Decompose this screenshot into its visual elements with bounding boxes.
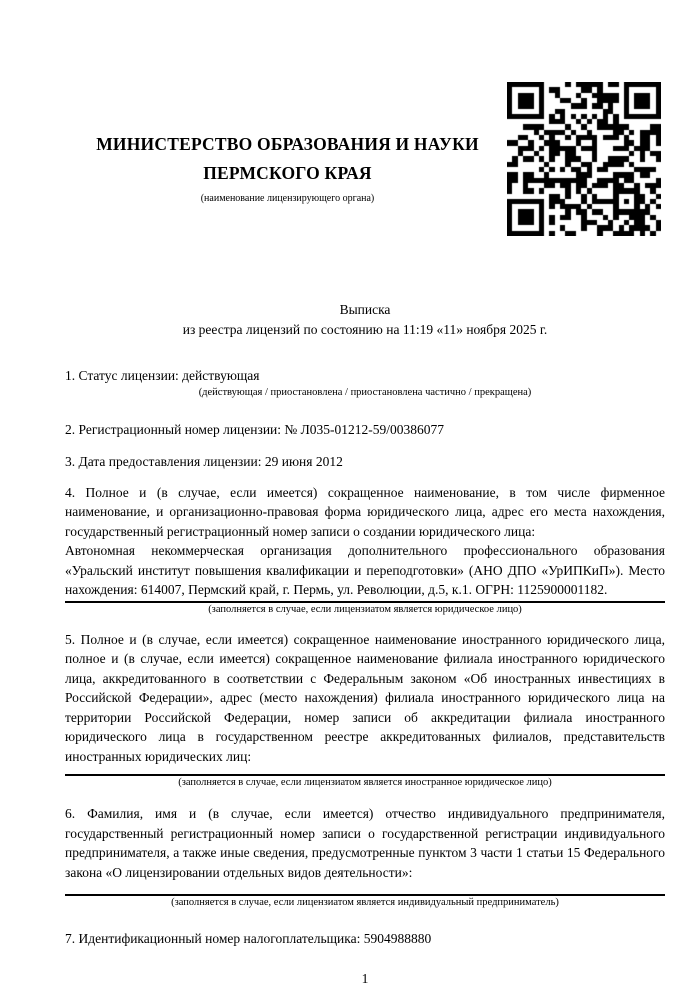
item-3-license-grant-date: 3. Дата предоставления лицензии: 29 июня 2012 <box>65 454 343 469</box>
item-4-caption: (заполняется в случае, если лицензиатом является юридическое лицо) <box>208 603 522 615</box>
document-title <box>65 300 665 339</box>
item-1-license-status: 1. Статус лицензии: действующая <box>65 368 260 383</box>
authority-name <box>65 130 510 188</box>
item-4-legal-entity-value: Автономная некоммерческая организация дополнительного профессионального образования «Уральский институт повышения квалификации и переподготовки» (АНО ДПО «УрИПКиП»). Место нахождения: 614007, Пермский край, г. Пермь, ул. Революции, д.5, к.1. ОГРН: 1125900001182. <box>65 543 665 597</box>
title-line1: Выписка <box>339 302 391 317</box>
authority-name-line2: ПЕРМСКОГО КРАЯ <box>203 163 372 183</box>
qr-code <box>507 82 661 236</box>
item-7-taxpayer-number: 7. Идентификационный номер налогоплательщика: 5904988880 <box>65 931 432 946</box>
item-1-caption: (действующая / приостановлена / приостановлена частично / прекращена) <box>198 386 532 398</box>
item-5-foreign-entity-label: 5. Полное и (в случае, если имеется) сокращенное наименование иностранного юридического лица, полное и (в случае, если имеется) сокращенное наименование филиала иностранного юридического лица, аккредитованного в соответствии с Федеральным законом «Об иностранных инвестициях в Российской Федерации», адрес (место нахождения) филиала иностранного юридического лица на территории Российской Федерации, номер записи об аккредитации филиала иностранного юридического лица в государственном реестре аккредитованных филиалов, представительств иностранных юридических лиц: <box>65 631 665 764</box>
item-5-caption: (заполняется в случае, если лицензиатом является иностранное юридическое лицо) <box>178 777 552 788</box>
item-6-caption: (заполняется в случае, если лицензиатом является индивидуальный предприниматель) <box>171 897 559 908</box>
licensing-authority-block <box>65 80 510 205</box>
title-line2: из реестра лицензий по состоянию на 11:19 «11» ноября 2025 г. <box>182 321 548 337</box>
item-4-legal-entity-label: 4. Полное и (в случае, если имеется) сокращенное наименование, в том числе фирменное наименование, и организационно-правовая форма юридического лица, адрес его места нахождения, государственный регистрационный номер записи о создании юридического лица: <box>65 484 665 539</box>
page-number: 1 <box>361 970 369 986</box>
authority-name-line1: МИНИСТЕРСТВО ОБРАЗОВАНИЯ И НАУКИ <box>96 134 479 154</box>
item-2-registration-number: 2. Регистрационный номер лицензии: № Л035-01212-59/00386077 <box>65 421 445 437</box>
item-6-individual-entrepreneur-label: 6. Фамилия, имя и (в случае, если имеется) отчество индивидуального предпринимателя, государственный регистрационный номер записи о государственной регистрации индивидуального предпринимателя, а также иные сведения, предусмотренные пунктом 3 части 1 статьи 15 Федерального закона «О лицензировании отдельных видов деятельности»: <box>65 806 665 880</box>
document-header <box>65 80 665 246</box>
authority-caption: (наименование лицензирующего органа) <box>200 193 375 204</box>
